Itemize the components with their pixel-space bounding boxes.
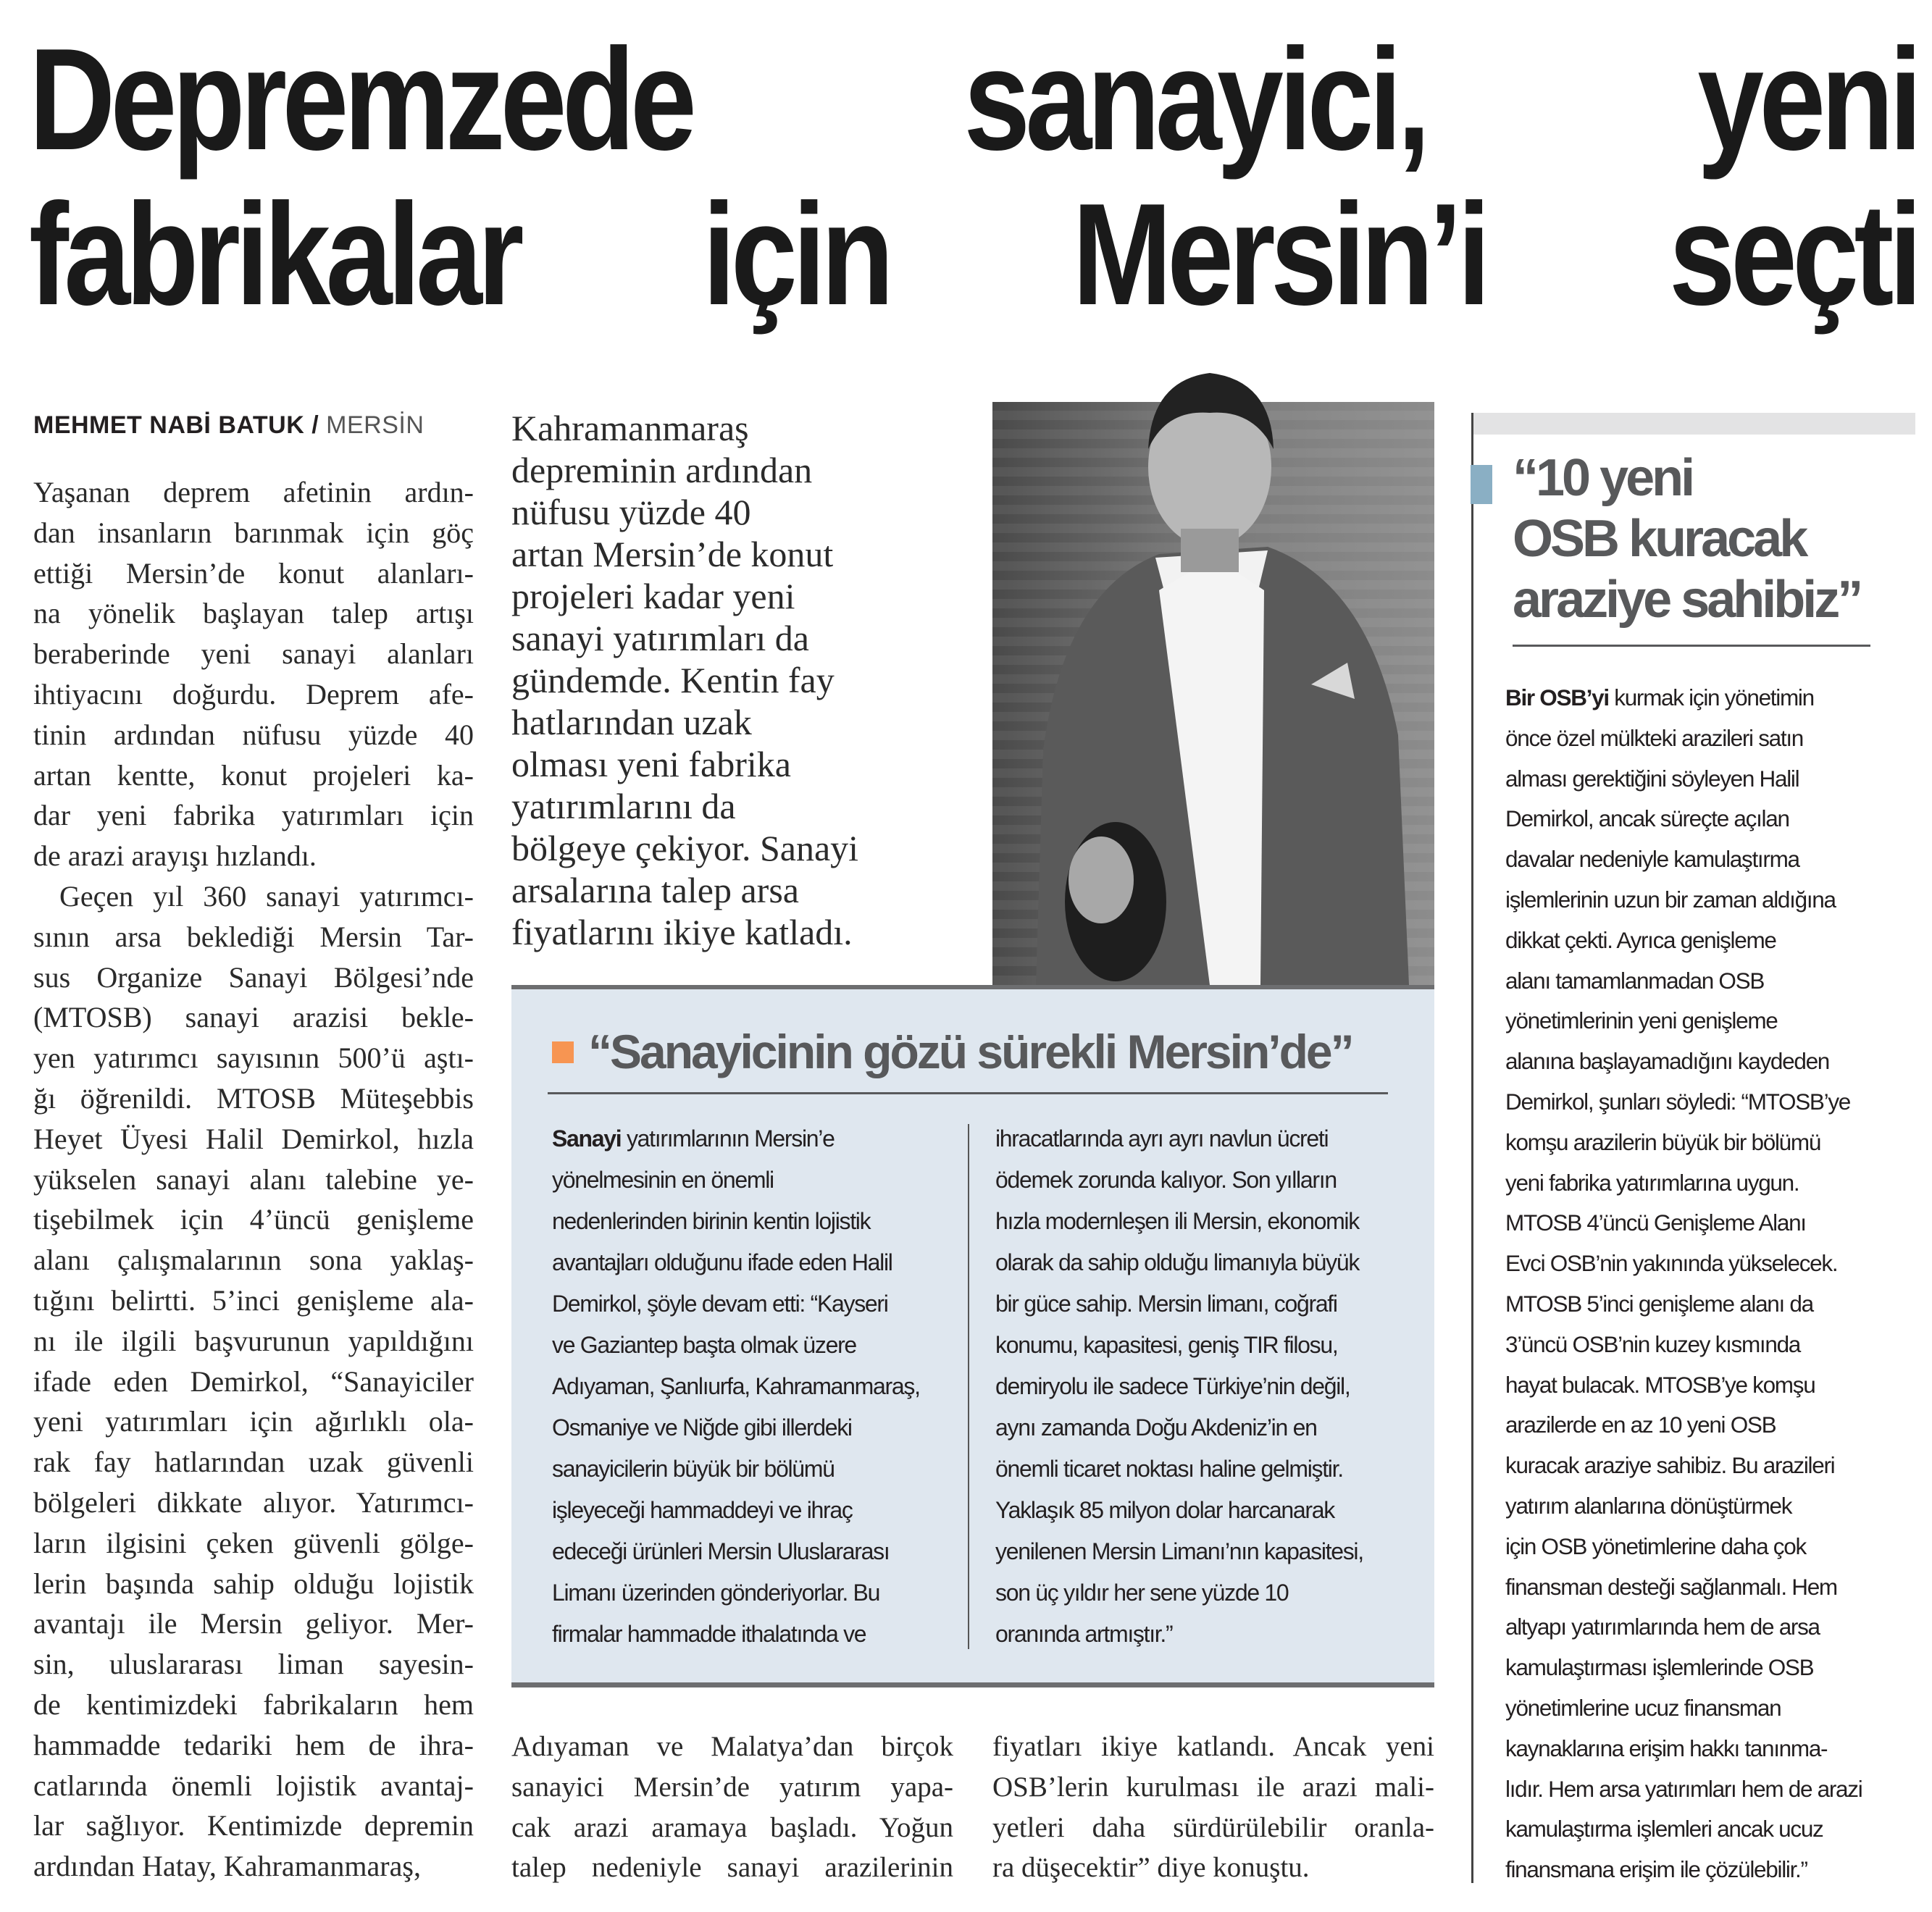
text-line: bölgeleri dikkate alıyor. Yatırımcı- — [33, 1485, 474, 1519]
text-line: davalar nedeniyle kamulaştırma — [1505, 846, 1799, 873]
text-line: sanayici Mersin’de yatırım yapa- — [511, 1771, 953, 1803]
text-line: ve Gaziantep başta olmak üzere — [552, 1332, 856, 1358]
text-line: avantajı ile Mersin geliyor. Mer- — [33, 1607, 474, 1640]
byline — [33, 411, 424, 440]
text-line: MTOSB 5’inci genişleme alanı da — [1505, 1290, 1813, 1317]
box-title: “Sanayicinin gözü sürekli Mersin’de” — [588, 1025, 1352, 1078]
text-line: kamulaştırması işlemlerinde OSB — [1505, 1654, 1814, 1681]
text-line: firmalar hammadde ithalatında ve — [552, 1621, 866, 1647]
text-line: son üç yıldır her sene yüzde 10 — [995, 1580, 1289, 1606]
text-line: ödemek zorunda kalıyor. Son yılların — [995, 1167, 1337, 1193]
text-line: yönetimlerinin yeni genişleme — [1505, 1007, 1778, 1034]
text-line: Heyet Üyesi Halil Demirkol, hızla — [33, 1122, 474, 1155]
text-line: için OSB yönetimlerine daha çok — [1505, 1532, 1806, 1559]
sidebar-title — [1513, 448, 1860, 630]
text-line: yeni fabrika yatırımlarına uygun. — [1505, 1169, 1799, 1196]
text-line: önemli ticaret noktası haline gelmiştir. — [995, 1456, 1343, 1482]
text-line: olarak da sahip olduğu limanıyla büyük — [995, 1249, 1360, 1275]
byline-separator: / — [304, 411, 327, 439]
text-line: alanı çalışmalarının sona yaklaş- — [33, 1244, 474, 1277]
text-line: yatırımlarını da — [511, 786, 736, 826]
text-line: edeceği ürünleri Mersin Uluslararası — [552, 1538, 890, 1564]
text-line: “10 yeni — [1513, 449, 1693, 507]
text-line: Evci OSB’nin yakınında yükselecek. — [1505, 1250, 1838, 1277]
text-line: na yönelik başlayan talep artışı — [33, 597, 474, 630]
text-line: yatırım alanlarına dönüştürmek — [1505, 1492, 1792, 1519]
text-line: OSB kuracak — [1513, 510, 1806, 568]
text-line-rest: yatırımlarının Mersin’e — [621, 1125, 835, 1152]
text-line: (MTOSB) sanayi arazisi bekle- — [33, 1001, 474, 1034]
text-line: yetleri daha sürdürülebilir oranla- — [992, 1811, 1434, 1843]
text-line: bir güce sahip. Mersin limanı, coğrafi — [995, 1291, 1337, 1317]
text-line: yönetimlerine ucuz finansman — [1505, 1694, 1781, 1721]
box-column-right — [995, 1118, 1401, 1655]
text-line: yenilenen Mersin Limanı’nın kapasitesi, — [995, 1538, 1363, 1564]
text-line: beraberinde yeni sanayi alanları — [33, 637, 474, 671]
text-line: Yaşanan deprem afetinin ardın- — [33, 476, 474, 508]
text-line: ihtiyacını doğurdu. Deprem afe- — [33, 677, 474, 710]
text-line: sin, uluslararası liman sayesin- — [33, 1648, 474, 1681]
lead-in: Bir OSB’yi — [1505, 684, 1609, 710]
text-line: kamulaştırma işlemleri ancak ucuz — [1505, 1816, 1823, 1842]
text-line: hammadde tedariki hem de ihra- — [33, 1728, 474, 1761]
text-line: kaynaklarına erişim hakkı tanınma- — [1505, 1735, 1828, 1761]
text-line: yen yatırımcı sayısının 500’ü aştı- — [33, 1041, 474, 1075]
text-line: altyapı yatırımlarında hem de arsa — [1505, 1614, 1820, 1640]
text-line: sının arsa beklediği Mersin Tar- — [33, 920, 474, 953]
body-column-3-bottom — [992, 1727, 1434, 1888]
portrait-photo — [992, 373, 1434, 985]
text-line: ettiği Mersin’de konut alanları- — [33, 556, 474, 590]
text-line: dikkat çekti. Ayrıca genişleme — [1505, 926, 1776, 953]
text-line: 3’üncü OSB’nin kuzey kısmında — [1505, 1330, 1801, 1357]
text-line: hayat bulacak. MTOSB’ye komşu — [1505, 1371, 1815, 1398]
text-line: işleyeceği hammaddeyi ve ihraç — [552, 1497, 853, 1523]
text-line: arsalarına talep arsa — [511, 870, 799, 910]
text-line: fiyatlarını ikiye katladı. — [511, 912, 853, 952]
text-line: yönelmesinin en önemli — [552, 1167, 774, 1193]
text-line: aynı zamanda Doğu Akdeniz’in en — [995, 1414, 1317, 1441]
text-line: Adıyaman ve Malatya’dan birçok — [511, 1731, 953, 1762]
byline-city: MERSİN — [326, 411, 425, 439]
text-line: ifade eden Demirkol, “Sanayiciler — [33, 1364, 474, 1398]
text-line: tinin ardından nüfusu yüzde 40 — [33, 718, 474, 751]
text-line: ardından Hatay, Kahramanmaraş, — [33, 1850, 421, 1883]
sidebar-top-bar — [1473, 413, 1915, 435]
text-line: tığını belirtti. 5’inci genişleme ala- — [33, 1283, 474, 1317]
sidebar-text — [1505, 678, 1918, 1890]
text-line: Limanı üzerinden gönderiyorlar. Bu — [552, 1580, 880, 1606]
sidebar-title-rule — [1513, 645, 1870, 647]
byline-author: MEHMET NABİ BATUK — [33, 411, 305, 439]
lead-in: Sanayi — [552, 1125, 622, 1152]
text-line: cak arazi aramaya başladı. Yoğun — [511, 1811, 953, 1843]
text-line: Demirkol, şunları söyledi: “MTOSB’ye — [1505, 1088, 1851, 1115]
text-line: finansmana erişim ile çözülebilir.” — [1505, 1856, 1807, 1883]
text-line: Geçen yıl 360 sanayi yatırımcı- — [59, 879, 474, 913]
text-line: alanı tamamlanmadan OSB — [1505, 967, 1765, 994]
text-line: lar sağlıyor. Kentimizde depremin — [33, 1809, 474, 1842]
text-line: yeni yatırımları için ağırlıklı ola- — [33, 1405, 474, 1438]
text-line: hızla modernleşen ili Mersin, ekonomik — [995, 1208, 1359, 1234]
text-line: işlemlerinin uzun bir zaman aldığına — [1505, 886, 1836, 913]
text-line: nı ile ilgili başvurunun yapıldığını — [33, 1324, 474, 1357]
text-line: de arazi arayışı hızlandı. — [33, 839, 317, 873]
text-line: Demirkol, şöyle devam etti: “Kayseri — [552, 1291, 888, 1317]
text-line: Yaklaşık 85 milyon dolar harcanarak — [995, 1497, 1334, 1523]
text-line: projeleri kadar yeni — [511, 576, 795, 616]
text-line: sanayicilerin büyük bir bölümü — [552, 1456, 835, 1482]
text-line: catlarında önemli lojistik avantaj- — [33, 1769, 474, 1802]
text-line: Adıyaman, Şanlıurfa, Kahramanmaraş, — [552, 1373, 920, 1399]
text-line: sanayi yatırımları da — [511, 618, 809, 658]
text-line: yükselen sanayi alanı talebine ye- — [33, 1162, 474, 1196]
text-line: dar yeni fabrika yatırımları için — [33, 799, 474, 832]
sidebar-divider — [1471, 413, 1473, 1883]
text-line: hatlarından uzak — [511, 702, 752, 742]
text-line: Demirkol, ancak süreçte açılan — [1505, 805, 1789, 832]
text-line: sus Organize Sanayi Bölgesi’nde — [33, 960, 474, 994]
text-line: alanına başlayamadığını kaydeden — [1505, 1048, 1830, 1075]
text-line: dan insanların barınmak için göç — [33, 516, 474, 549]
text-line: oranında artmıştır.” — [995, 1621, 1173, 1647]
text-line: bölgeye çekiyor. Sanayi — [511, 828, 859, 868]
intro-summary — [511, 407, 932, 953]
text-line: artan Mersin’de konut — [511, 534, 834, 574]
blue-square-icon — [1471, 465, 1492, 504]
quote-box — [511, 985, 1434, 1687]
text-line: nüfusu yüzde 40 — [511, 492, 751, 532]
text-line: lerin başında sahip olduğu lojistik — [33, 1567, 474, 1600]
text-line: demiryolu ile sadece Türkiye’nin değil, — [995, 1373, 1350, 1399]
text-line: depreminin ardından — [511, 450, 813, 490]
text-line-rest: kurmak için yönetimin — [1608, 684, 1814, 710]
text-line: MTOSB 4’üncü Genişleme Alanı — [1505, 1209, 1806, 1236]
text-line: komşu arazilerin büyük bir bölümü — [1505, 1128, 1821, 1155]
body-column-1 — [33, 472, 474, 1887]
text-line: OSB’lerin kurulması ile arazi mali- — [992, 1771, 1434, 1803]
text-line: gündemde. Kentin fay — [511, 660, 835, 700]
text-line: tişebilmek için 4’üncü genişleme — [33, 1203, 474, 1236]
text-line — [552, 1118, 958, 1160]
text-line: önce özel mülkteki arazileri satın — [1505, 724, 1803, 751]
text-line: arazilerde en az 10 yeni OSB — [1505, 1412, 1776, 1438]
text-line: konumu, kapasitesi, geniş TIR filosu, — [995, 1332, 1338, 1358]
text-line: de kentimizdeki fabrikaların hem — [33, 1687, 474, 1721]
text-line: nedenlerinden birinin kentin lojistik — [552, 1208, 871, 1234]
text-line: alması gerektiğini söyleyen Halil — [1505, 765, 1799, 792]
orange-square-icon — [552, 1041, 574, 1063]
headline-line-2: fabrikalar için Mersin’i seçti — [29, 174, 1918, 335]
text-line: olması yeni fabrika — [511, 744, 791, 784]
text-line: Kahramanmaraş — [511, 408, 749, 448]
text-line: Osmaniye ve Niğde gibi illerdeki — [552, 1414, 852, 1441]
text-line: ra düşecektir” diye konuştu. — [992, 1852, 1310, 1884]
text-line: fiyatları ikiye katlandı. Ancak yeni — [992, 1731, 1434, 1762]
text-line: artan kentte, konut projeleri ka- — [33, 758, 474, 792]
text-line — [1505, 678, 1918, 718]
text-line: lıdır. Hem arsa yatırımları hem de arazi — [1505, 1775, 1862, 1802]
box-column-divider — [968, 1124, 969, 1649]
text-line: kuracak araziye sahibiz. Bu arazileri — [1505, 1452, 1835, 1479]
text-line: ihracatlarında ayrı ayrı navlun ücreti — [995, 1125, 1329, 1152]
text-line: rak fay hatlarından uzak güvenli — [33, 1446, 474, 1479]
box-column-left — [552, 1118, 958, 1655]
headline-line-1: Depremzede sanayici, yeni — [29, 19, 1918, 180]
body-column-2-bottom — [511, 1727, 953, 1888]
box-title-rule — [548, 1092, 1388, 1094]
text-line: avantajları olduğunu ifade eden Halil — [552, 1249, 892, 1275]
text-line: finansman desteği sağlanmalı. Hem — [1505, 1573, 1837, 1600]
text-line: ların ilgisini çeken güvenli gölge- — [33, 1526, 474, 1559]
text-line: ğı öğrenildi. MTOSB Müteşebbis — [33, 1081, 474, 1115]
text-line: talep nedeniyle sanayi arazilerinin — [511, 1852, 953, 1884]
text-line: araziye sahibiz” — [1513, 571, 1861, 629]
portrait-image — [992, 373, 1434, 985]
